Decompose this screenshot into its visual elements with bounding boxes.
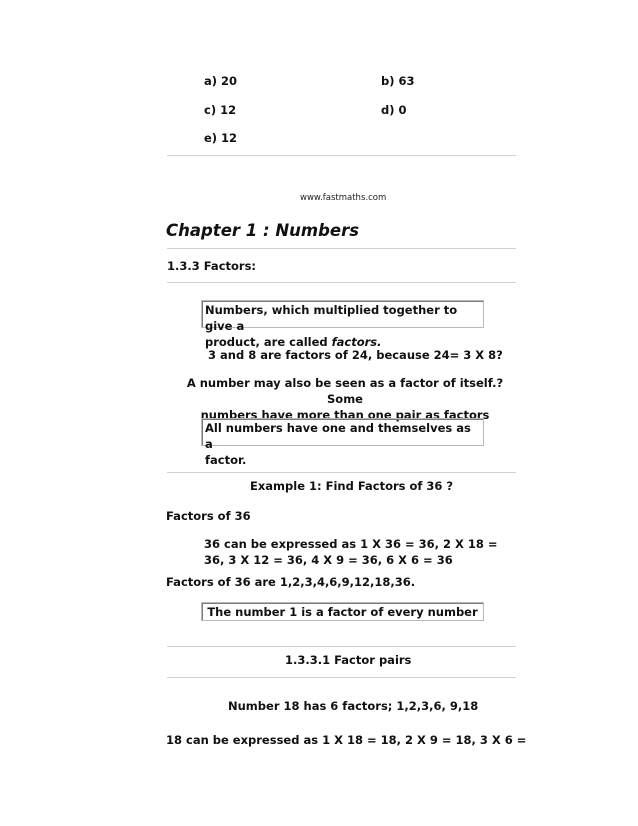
divider	[167, 646, 516, 647]
itself-paragraph	[180, 375, 510, 423]
number-one-box	[201, 602, 484, 621]
section-title: 1.3.3 Factors:	[167, 259, 257, 273]
divider	[167, 472, 516, 473]
example-title: Example 1: Find Factors of 36 ?	[250, 479, 454, 493]
expressed-36-line1: 36 can be expressed as 1 X 36 = 36, 2 X 18 =	[204, 537, 498, 551]
divider	[167, 677, 516, 678]
factors-of-36-heading: Factors of 36	[166, 509, 251, 523]
factors-24-text: 3 and 8 are factors of 24, because 24= 3 X 8?	[208, 348, 503, 362]
definition-line2-text: product, are called	[205, 335, 332, 349]
all-numbers-box	[201, 418, 484, 467]
divider	[167, 282, 516, 283]
expressed-36-line2: 36, 3 X 12 = 36, 4 X 9 = 36, 6 X 6 = 36	[204, 553, 453, 567]
number-one-text: The number 1 is a factor of every number	[207, 605, 478, 619]
all-numbers-line2: factor.	[205, 453, 247, 467]
answer-e: e) 12	[204, 131, 238, 145]
answer-d: d) 0	[381, 103, 407, 117]
definition-factors-term: factors.	[331, 335, 382, 349]
factors-36-list: Factors of 36 are 1,2,3,4,6,9,12,18,36.	[166, 575, 416, 589]
definition-line1: Numbers, which multiplied together to give a	[205, 303, 458, 333]
divider	[167, 155, 516, 156]
definition-box	[201, 300, 484, 349]
factor-pairs-title: 1.3.3.1 Factor pairs	[285, 653, 412, 667]
answer-a: a) 20	[204, 74, 238, 88]
itself-line2: numbers have more than one pair as factors	[200, 408, 490, 422]
number-18-text: Number 18 has 6 factors; 1,2,3,6, 9,18	[228, 699, 479, 713]
divider	[167, 248, 516, 249]
all-numbers-line1: All numbers have one and themselves as a	[205, 421, 471, 451]
expressed-36-paragraph	[204, 536, 497, 568]
chapter-title: Chapter 1 : Numbers	[166, 221, 360, 240]
answer-b: b) 63	[381, 74, 415, 88]
answer-c: c) 12	[204, 103, 237, 117]
itself-line1: A number may also be seen as a factor of itself.?Some	[186, 376, 504, 406]
expressed-18-text: 18 can be expressed as 1 X 18 = 18, 2 X 9 = 18, 3 X 6 =	[166, 733, 527, 747]
footer-url[interactable]: www.fastmaths.com	[300, 193, 387, 203]
